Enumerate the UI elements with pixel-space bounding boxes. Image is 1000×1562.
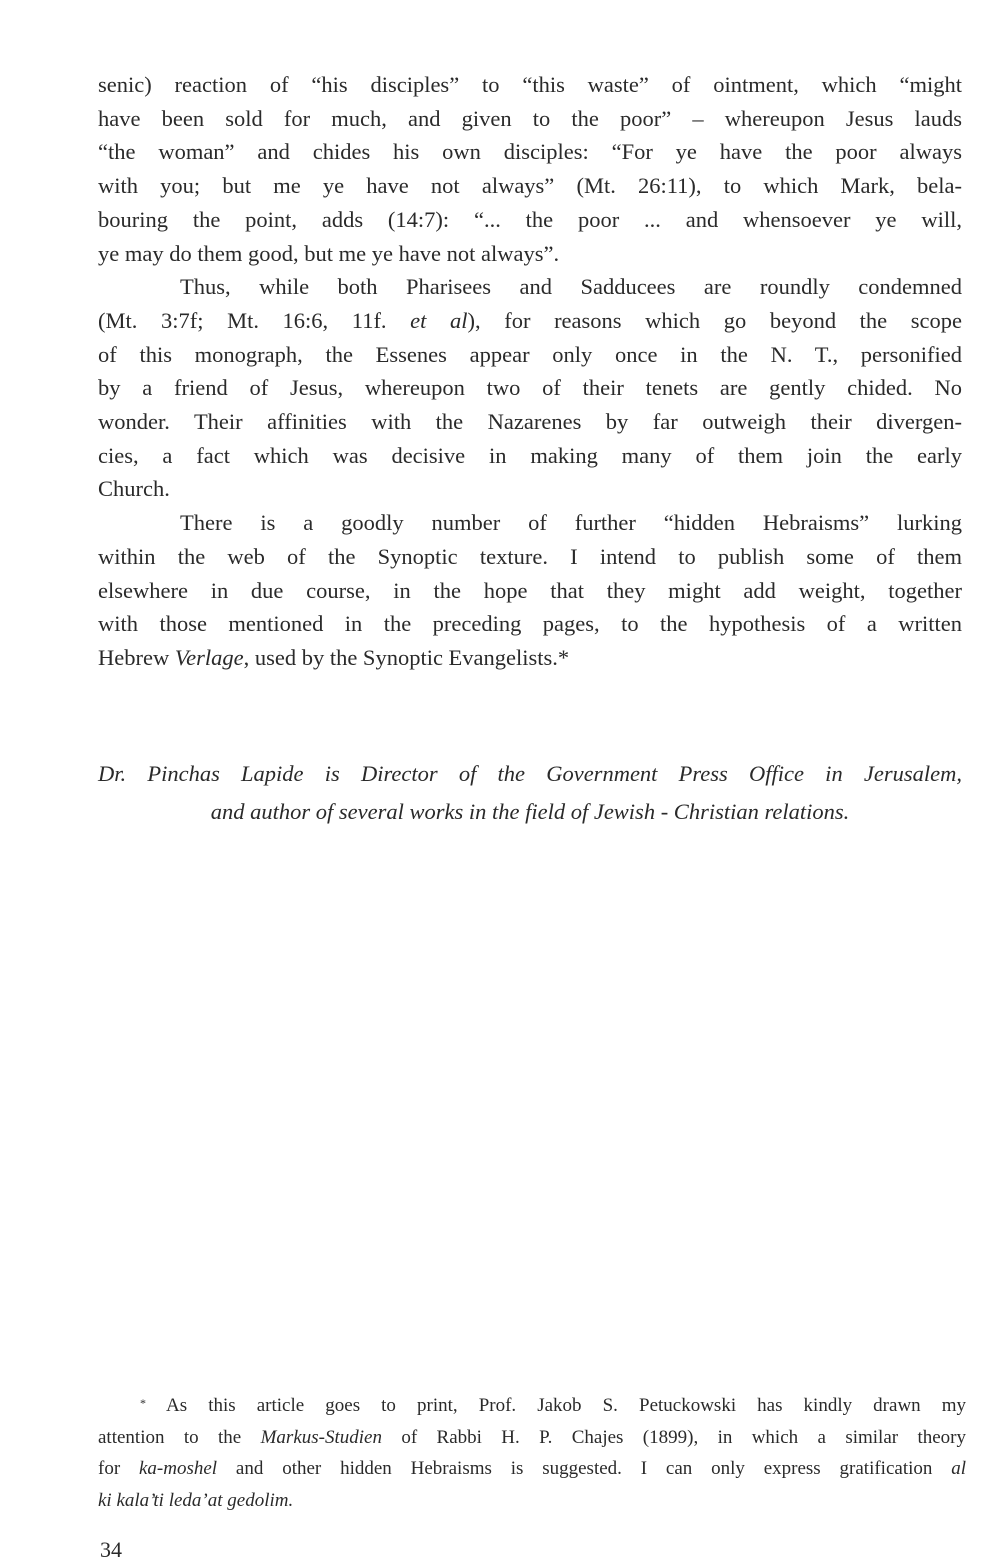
footnote-line: attention to the Markus-Studien of Rabbi H. P. Chajes (1899), in which a similar theory: [98, 1426, 966, 1448]
author-bio-line: and author of several works in the field of Jewish - Christian relations.: [210, 799, 850, 824]
footnote: [98, 1390, 966, 1516]
paragraph-1: [98, 68, 962, 270]
paragraph-2: [98, 270, 962, 506]
footnote-text: As this article goes to print, Prof. Jakob S. Petuckowski has kindly drawn my: [166, 1395, 967, 1416]
author-bio-line: Dr. Pinchas Lapide is Director of the Government Press Office in Jerusalem,: [98, 761, 962, 786]
text-line: with those mentioned in the preceding pages, to the hypothesis of a written: [98, 611, 962, 637]
text-line: with you; but me ye have not always” (Mt. 26:11), to which Mark, bela-: [98, 173, 962, 199]
author-bio: [98, 755, 962, 831]
text-line: (Mt. 3:7f; Mt. 16:6, 11f. et al), for reasons which go beyond the scope: [98, 307, 962, 333]
text-line: cies, a fact which was decisive in making many of them join the early: [98, 442, 962, 468]
footnote-line: for ka-moshel and other hidden Hebraisms is suggested. I can only express gratification al: [98, 1458, 967, 1479]
text-line: bouring the point, adds (14:7): “... the poor ... and whensoever ye will,: [98, 206, 962, 232]
text-line: Church.: [98, 476, 170, 502]
text-line: have been sold for much, and given to the poor” – whereupon Jesus lauds: [98, 105, 962, 131]
body-text: [98, 68, 962, 675]
text-line: There is a goodly number of further “hidden Hebraisms” lurking: [180, 510, 962, 536]
text-line: ye may do them good, but me ye have not always”.: [98, 240, 560, 266]
text-line: within the web of the Synoptic texture. I intend to publish some of them: [98, 543, 962, 569]
text-line: senic) reaction of “his disciples” to “this waste” of ointment, which “might: [98, 72, 962, 97]
footnote-marker: *: [140, 1396, 146, 1410]
text-line: Hebrew Verlage, used by the Synoptic Evangelists.*: [98, 644, 570, 670]
text-line: by a friend of Jesus, whereupon two of their tenets are gently chided. No: [98, 375, 962, 401]
footnote-line: ki kala’ti leda’at gedolim.: [98, 1489, 294, 1511]
text-line: wonder. Their affinities with the Nazarenes by far outweigh their divergen-: [98, 409, 962, 435]
paragraph-3: [98, 506, 962, 675]
footnote-line: [98, 1390, 966, 1422]
text-line: elsewhere in due course, in the hope that they might add weight, together: [98, 577, 962, 603]
page-number: 34: [100, 1537, 122, 1562]
text-line: “the woman” and chides his own disciples: “For ye have the poor always: [98, 139, 962, 165]
text-line: of this monograph, the Essenes appear only once in the N. T., personified: [98, 341, 962, 367]
text-line: Thus, while both Pharisees and Sadducees are roundly condemned: [180, 274, 962, 300]
